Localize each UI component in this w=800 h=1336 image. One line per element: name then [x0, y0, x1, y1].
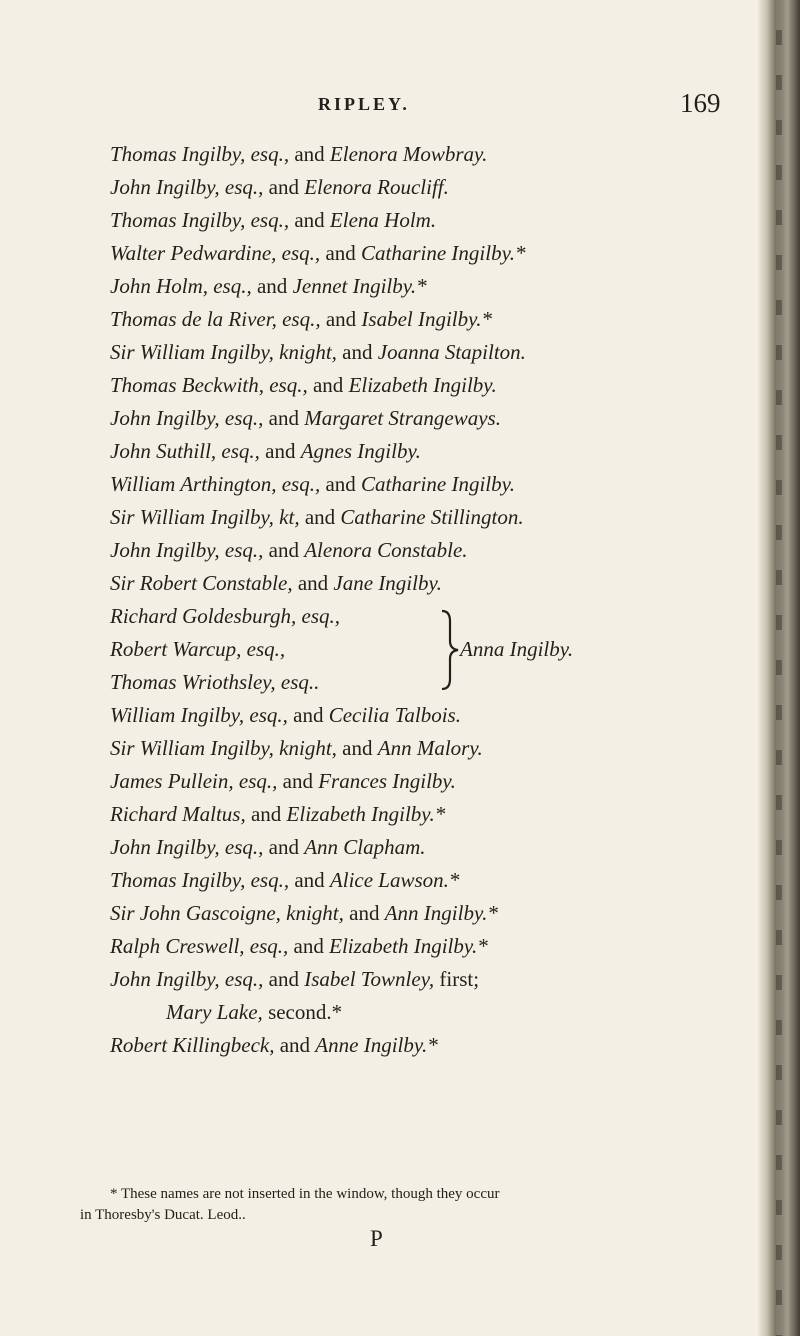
joiner-word: and [294, 142, 325, 166]
husband-name: John Suthill, esq., [110, 439, 260, 463]
husband-name: John Ingilby, esq., [110, 406, 264, 430]
genealogy-entry [166, 998, 342, 1026]
joiner-word: and [325, 241, 356, 265]
husband-name: John Holm, esq., [110, 274, 252, 298]
genealogy-entry [110, 503, 524, 531]
joiner-word: and [268, 175, 299, 199]
husband-name: John Ingilby, esq., [110, 967, 264, 991]
genealogy-entry [110, 239, 526, 267]
genealogy-entry [110, 1031, 438, 1059]
running-head: RIPLEY. [318, 94, 410, 114]
entry-suffix: first; [434, 967, 480, 991]
wife-name: Ann Malory. [377, 736, 483, 760]
husband-name: James Pullein, esq., [110, 769, 278, 793]
joiner-word: and [293, 934, 324, 958]
brace-name-2: Robert Warcup, esq., [110, 637, 286, 661]
genealogy-entry [110, 701, 461, 729]
genealogy-entry [110, 536, 468, 564]
entry-suffix: second.* [262, 1000, 343, 1024]
joiner-word: and [256, 274, 288, 298]
joiner-word: and [304, 505, 336, 529]
brace-name-3: Thomas Wriothsley, esq.. [110, 670, 320, 694]
genealogy-entry [110, 206, 436, 234]
wife-name: Alice Lawson.* [329, 868, 460, 892]
genealogy-entry [110, 932, 488, 960]
footnote-line-2: in Thoresby's Ducat. Leod.. [80, 1207, 246, 1223]
footnote [80, 1184, 730, 1226]
wife-name: Catharine Stillington. [340, 505, 524, 529]
husband-name: Sir William Ingilby, knight, [110, 340, 337, 364]
genealogy-entry [110, 470, 515, 498]
footnote-line-1: * These names are not inserted in the window, though they occur [110, 1186, 500, 1202]
brace-spouse: Anna Ingilby. [460, 637, 574, 661]
husband-name: Sir Robert Constable, [110, 571, 293, 595]
joiner-word: and [282, 769, 313, 793]
joiner-word: and [293, 703, 324, 727]
husband-name: Walter Pedwardine, esq., [110, 241, 321, 265]
joiner-word: and [342, 736, 373, 760]
husband-name: Richard Maltus, [110, 802, 246, 826]
genealogy-entry [110, 371, 497, 399]
genealogy-entry [110, 965, 479, 993]
husband-name: Ralph Creswell, esq., [110, 934, 289, 958]
genealogy-entry [110, 866, 459, 894]
wife-name: Margaret Strangeways. [304, 406, 501, 430]
joiner-word: and [349, 901, 380, 925]
wife-name: Cecilia Talbois. [328, 703, 461, 727]
genealogy-entry [110, 305, 492, 333]
husband-name: Sir William Ingilby, knight, [110, 736, 337, 760]
joiner-word: and [268, 967, 299, 991]
husband-name: John Ingilby, esq., [110, 538, 264, 562]
genealogy-entry [110, 272, 427, 300]
husband-name: John Ingilby, esq., [110, 835, 264, 859]
wife-name: Ann Ingilby.* [384, 901, 498, 925]
wife-name: Catharine Ingilby. [361, 472, 516, 496]
husband-name: Thomas Ingilby, esq., [110, 208, 290, 232]
page-number: 169 [680, 88, 721, 118]
genealogy-entry [110, 338, 526, 366]
joiner-word: and [279, 1033, 311, 1057]
wife-name: Jennet Ingilby.* [292, 274, 427, 298]
genealogy-entry [110, 140, 487, 168]
genealogy-entry [110, 767, 456, 795]
joiner-word: and [297, 571, 329, 595]
joiner-word: and [312, 373, 344, 397]
joiner-word: and [325, 472, 356, 496]
wife-name: Elizabeth Ingilby.* [329, 934, 488, 958]
genealogy-entry [110, 173, 449, 201]
joiner-word: and [325, 307, 357, 331]
page-header [0, 88, 740, 128]
genealogy-entry [110, 404, 501, 432]
brace-name-1: Richard Goldesburgh, esq., [110, 604, 341, 628]
wife-name: Elenora Roucliff. [304, 175, 449, 199]
joiner-word: and [250, 802, 282, 826]
genealogy-entry [110, 734, 483, 762]
husband-name: William Arthington, esq., [110, 472, 321, 496]
husband-name: William Ingilby, esq., [110, 703, 288, 727]
joiner-word: and [342, 340, 373, 364]
wife-name: Elena Holm. [329, 208, 437, 232]
wife-name: Frances Ingilby. [318, 769, 456, 793]
genealogy-entry [110, 800, 445, 828]
genealogy-entry [110, 833, 426, 861]
joiner-word: and [294, 868, 325, 892]
curly-brace-icon [438, 609, 460, 691]
husband-name: Thomas Ingilby, esq., [110, 142, 290, 166]
wife-name: Agnes Ingilby. [300, 439, 421, 463]
wife-name: Anne Ingilby.* [315, 1033, 438, 1057]
husband-name: John Ingilby, esq., [110, 175, 264, 199]
wife-name: Ann Clapham. [304, 835, 426, 859]
wife-name: Isabel Ingilby.* [361, 307, 493, 331]
joiner-word: and [268, 835, 299, 859]
signature-mark: P [370, 1226, 383, 1251]
husband-name: Sir William Ingilby, kt, [110, 505, 300, 529]
book-spine-edge [758, 0, 800, 1336]
husband-name: Thomas Beckwith, esq., [110, 373, 308, 397]
genealogy-entry [110, 899, 498, 927]
wife-name: Isabel Townley, [304, 967, 435, 991]
husband-name: Thomas de la River, esq., [110, 307, 321, 331]
husband-name: Robert Killingbeck, [110, 1033, 275, 1057]
husband-name: Mary Lake, [166, 1000, 263, 1024]
wife-name: Elenora Mowbray. [329, 142, 488, 166]
wife-name: Alenora Constable. [304, 538, 468, 562]
joiner-word: and [268, 406, 299, 430]
husband-name: Thomas Ingilby, esq., [110, 868, 290, 892]
joiner-word: and [294, 208, 325, 232]
genealogy-entry [110, 569, 442, 597]
husband-name: Sir John Gascoigne, knight, [110, 901, 344, 925]
wife-name: Joanna Stapilton. [377, 340, 526, 364]
wife-name: Catharine Ingilby.* [361, 241, 526, 265]
wife-name: Jane Ingilby. [333, 571, 442, 595]
genealogy-entry [110, 437, 421, 465]
joiner-word: and [268, 538, 299, 562]
wife-name: Elizabeth Ingilby. [348, 373, 497, 397]
wife-name: Elizabeth Ingilby.* [286, 802, 446, 826]
joiner-word: and [265, 439, 296, 463]
